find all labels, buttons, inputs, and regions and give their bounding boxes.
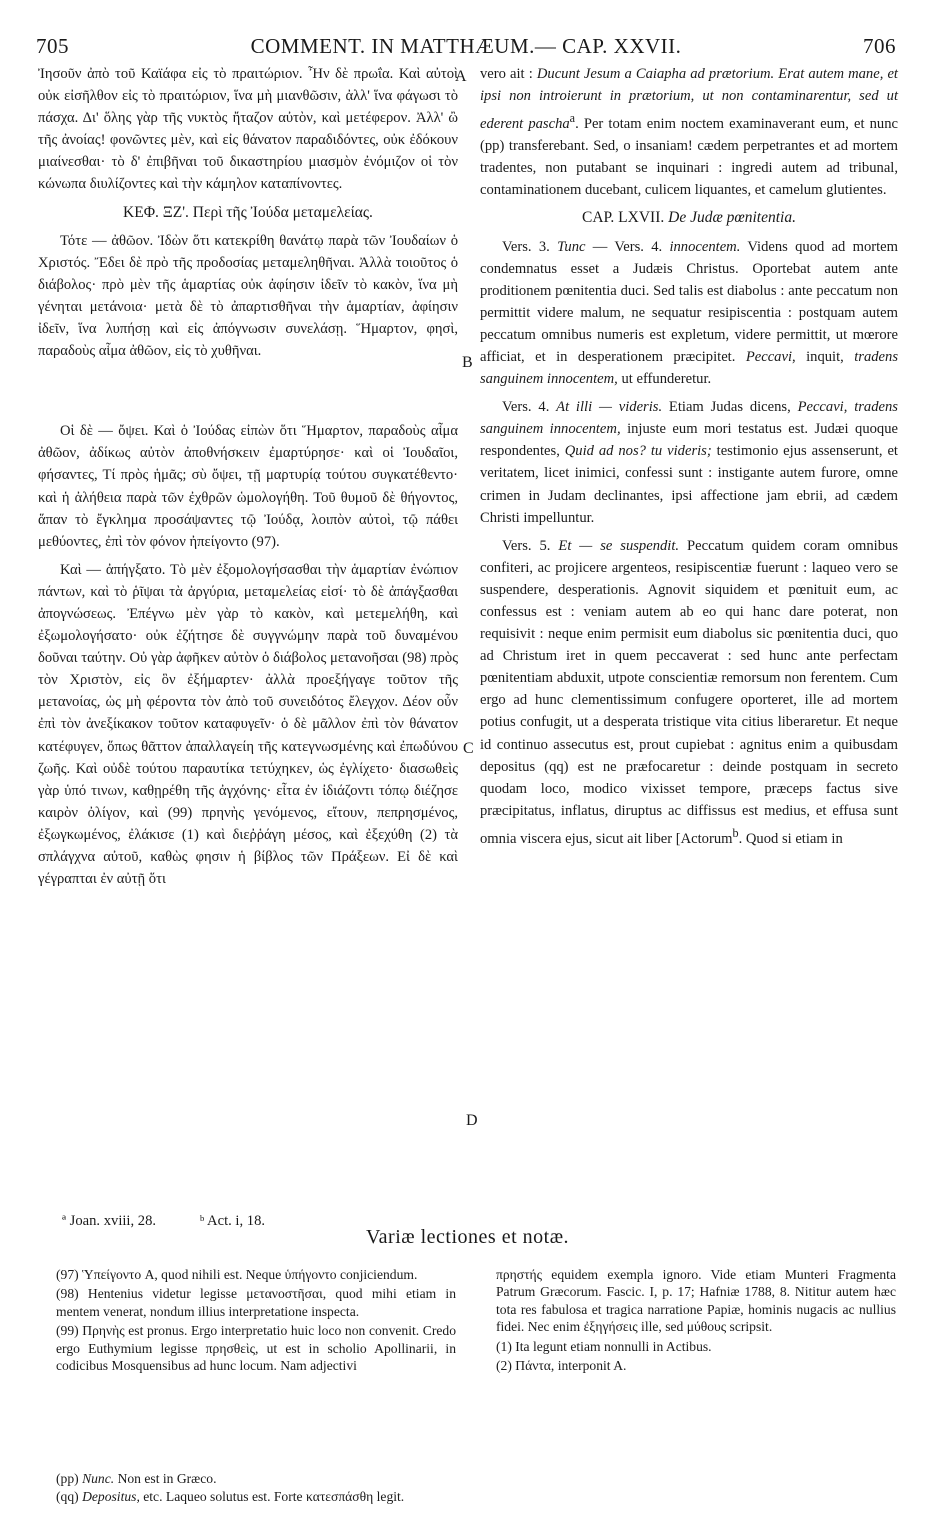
running-title: COMMENT. IN MATTHÆUM.— CAP. XXVII. (250, 34, 682, 58)
latin-chapter-heading (480, 207, 898, 229)
latin-paragraph-1 (480, 63, 898, 201)
note-99: (99) Πρηνὴς est pronus. Ergo interpretatio huic loco non convenit. Credo ergo Euthymium legisse πρησθεὶς, ut est in scholio Apollinarii, in codicibus Mosquensibus ad hunc locum. Nam adjectivi (56, 1323, 456, 1374)
citation-ref-a: a (569, 111, 576, 126)
latin-paragraph-4 (480, 535, 898, 850)
greek-column (38, 63, 458, 896)
latin-italic: tradens sanguinem innocentem, (480, 348, 899, 388)
latin-italic: innocentem. (669, 238, 741, 255)
notes-heading: Variæ lectiones et notæ. (365, 1226, 570, 1248)
running-header (36, 34, 896, 60)
note-label: (qq) (56, 1489, 79, 1504)
note-text: etc. Laqueo solutus est. Forte κατεσπάσθη legit. (143, 1489, 405, 1504)
note-97: (97) Ὑπείγοντο A, quod nihili est. Neque ὑπήγοντο conjiciendum. (56, 1267, 418, 1282)
latin-paragraph-3 (480, 396, 898, 529)
margin-marker-d: D (466, 1112, 478, 1129)
citation-ref-b: b (732, 825, 739, 840)
latin-text: Videns quod ad mortem condemnatus esset a Judæis Christus. Oportebat autem ante proditionem pœnitentia duci. Sed talis est diabolus : ante peccatum non permittit videre malum, ne sequatur resipiscentia : postquam autem peccatum omnibus numeris est expletum, videre permittit, ut mœrore afficiat, et in desperationem præcipitet. (480, 238, 899, 365)
note-2: (2) Πάντα, interponit A. (496, 1358, 627, 1374)
greek-chapter-heading: ΚΕΦ. ΞΖ'. Περὶ τῆς Ἰούδα μεταμελείας. (123, 203, 373, 221)
margin-marker-c: C (463, 740, 474, 757)
note-qq (56, 1488, 876, 1506)
chapter-number: CAP. LXVII. (582, 209, 665, 227)
note-italic: Depositus, (82, 1489, 140, 1504)
latin-text: vero ait : (480, 66, 533, 82)
note-text: Non est in Græco. (117, 1471, 217, 1486)
latin-text: Peccatum quidem coram omnibus confiteri, ac projicere argenteos, resipiscentiæ fuerunt : laqueo vero se suspendere, desperationis. Agnovit siquidem et pœnituit eum, ac confessus est : veniam autem ab eo qui hanc dare poterat, non requisivit : neque enim permisit eum diabolus sic pœnitentia duci, quo ad Christum iret in quem peccaverat : sed hunc ante perfectam pœnitentiam abduxit, utpote conscientiæ remorsum non ferentem. Cum ergo ad hunc clementissimum confugere oporteret, ille ad mortem potius confugit, ut a desperata tristique vita citius liberaretur. Et neque id continuo assecutus est, prout cupiebat : agnitus enim a quibusdam depositus (qq) est ne præfocaretur : deinde postquam in secreto quodam loco, modico vixisset tempore, præceps factus sive præcipitatus, inflatus, diruptus ac diffissus est medius, et effusa sunt omnia viscera ejus, sicut ait liber [Actorum (480, 537, 899, 847)
margin-marker-a: A (455, 68, 467, 85)
latin-paragraph-2 (480, 236, 898, 391)
latin-text: , inquit, (792, 348, 844, 365)
citation-b: ᵇ Act. i, 18. (199, 1213, 266, 1229)
latin-text: . Quod si etiam in (738, 830, 843, 847)
greek-paragraph-2: Τότε — ἀθῶον. Ἰδὼν ὅτι κατεκρίθη θανάτῳ παρὰ τῶν Ἰουδαίων ὁ Χριστός. Ἔδει δὲ πρὸ τῆς προδοσίας μεταμεληθῆναι. Ἀλλὰ τοιοῦτος ὁ διάβολος· πρὸ μὲν τῆς ἁμαρτίας οὐκ ἀφίησιν ἰδεῖν τὸ κακὸν, ἵνα μὴ γένηται μετάνοια· μετὰ δὲ τὸ ἀπαρτισθῆναι τὴν ἁμαρτίαν, ἀφίησιν ἰδεῖν, ἵνα λυπήσῃ καὶ εἰς ἀπόγνωσιν συνελάσῃ. Ἥμαρτον, φησὶ, παραδοὺς αἷμα ἀθῶον, εἰς τὸ χυθῆναι. (38, 232, 458, 360)
latin-italic: Ducunt Jesum a Caiapha ad prætorium. Erat autem mane, et ipsi non introierunt in prætorium, ut non contaminarentur, sed ut ederent pascha (480, 66, 898, 133)
greek-paragraph-3: Οἱ δὲ — ὄψει. Καὶ ὁ Ἰούδας εἰπὼν ὅτι Ἥμαρτον, παραδοὺς αἷμα ἀθῶον, ἀδίκως αὐτὸν ἀποθνήσκειν ἐμαρτύρησε· καὶ οἱ Ἰουδαῖοι, φήσαντες, Τί πρὸς ἡμᾶς; σὺ ὄψει, τῇ μαρτυρίᾳ τούτου συγκατέθεντο· καὶ ἡ ἀλήθεια παρὰ τῶν ἐχθρῶν ὡμολογήθη. Τοῦ θυμοῦ δὲ θήγοντος, ἅπαν τὸ ἔγκλημα προσάψαντες τῷ Ἰούδᾳ, λοιπὸν αὐτοὶ, τῷ πάθει μεθύοντες, ἐπὶ τὸν φόνον ἠπείγοντο (97). (38, 423, 458, 550)
chapter-title: De Judæ pœnitentia. (668, 209, 796, 227)
note-99-continued: πρηστής equidem exempla ignoro. Vide etiam Munteri Fragmenta Patrum Græcorum. Fascic. I, p. 17; Hafniæ 1788, 8. Nititur autem hæc tota res fabulosa et tragica narratione Papiæ, hominis nugacis ac nullius fidei. Nec enim ἐξηγήσεις ille, sed μύθους scripsit. (496, 1267, 896, 1335)
verse-label: Vers. 5. (502, 537, 551, 554)
greek-paragraph-1: Ἰησοῦν ἀπὸ τοῦ Καϊάφα εἰς τὸ πραιτώριον. Ἦν δὲ πρωΐα. Καὶ αὐτοὶ οὐκ εἰσῆλθον εἰς τὸ πραιτώριον, ἵνα μὴ μιανθῶσιν, ἀλλ' ἵνα φάγωσι τὸ πάσχα. Δι' ὅλης γὰρ τῆς νυκτὸς ἤταζον αὐτὸν, καὶ μετέφερον. Ἀλλ' ὢ τῆς ἀνοίας! φονῶντες μὲν, καὶ εἰς θάνατον παραδιδόντες, οὐκ ἐδόκουν μιαίνεσθαι· τὸ δ' ἐπιβῆναι τοῦ δικαστηρίου μιασμὸν ἐνόμιζον οἱ τὸν κώνωπα διυλίζοντες καὶ τὴν κάμηλον καταπίνοντες. (38, 66, 458, 193)
page-number-left: 705 (36, 34, 69, 58)
margin-marker-b: B (462, 354, 473, 371)
notes-column-left (56, 1266, 456, 1376)
latin-text: Etiam Judas dicens, (668, 399, 791, 416)
note-1: (1) Ita legunt etiam nonnulli in Actibus. (496, 1338, 712, 1354)
latin-text: injuste eum mori testatus est. Judæi quoque respondentes, (480, 421, 898, 460)
verse-label: Vers. 4. (502, 399, 550, 416)
latin-column (480, 63, 898, 856)
note-italic: Nunc. (82, 1471, 115, 1486)
latin-text: testimonio ejus assenserunt, et veritatem, licet inimici, confessi sunt : instigante autem furore, omne crimen in Judam declinantes, ipsi affectione jam ebrii, ad cædem Christi impelluntur. (480, 443, 898, 526)
latin-italic: Quid ad nos? tu videris; (564, 443, 712, 460)
latin-italic: Peccavi (745, 348, 793, 365)
latin-italic: At illi — videris. (556, 399, 663, 416)
latin-text: ut effunderetur. (621, 371, 712, 388)
verse-label: — Vers. 4. (592, 238, 663, 255)
page-number-right: 706 (863, 34, 896, 58)
latin-italic: Et — se suspendit. (558, 537, 680, 554)
latin-italic: Tunc (557, 238, 586, 255)
notes-column-right (496, 1266, 896, 1376)
translator-notes (56, 1470, 876, 1506)
citation-a: ª Joan. xviii, 28. (62, 1213, 157, 1229)
latin-italic: Peccavi, tradens sanguinem innocentem, (480, 399, 898, 438)
note-98: (98) Hentenius videtur legisse μετανοστῆσαι, quod mihi etiam in mentem venerat, nondum illius interpretatione inspecta. (56, 1286, 456, 1319)
note-pp (56, 1470, 876, 1488)
verse-label: Vers. 3. (502, 238, 550, 255)
latin-text: . Per totam enim noctem examinaverant eum, et nunc (pp) transferebant. Sed, o insaniam! cædem perpetrantes et ad mortem tradentes, non putabant se inquinari : ingredi autem ad tribunal, contaminationem ducebant, culicem liquantes, et camelum glutientes. (480, 116, 898, 199)
note-label: (pp) (56, 1471, 79, 1486)
greek-paragraph-4: Καὶ — ἀπήγξατο. Τὸ μὲν ἐξομολογήσασθαι τὴν ἁμαρτίαν ἐνώπιον πάντων, καὶ τὸ ῥῖψαι τὰ ἀργύρια, μεταμελείας εἰσί· τὸ δὲ ἀπάγξασθαι ἀπογνώσεως. Ἐπέγνω μὲν γὰρ τὸ κακὸν, καὶ μετεμελήθη, καὶ ἐξωμολογήσατο· οὐκ ἐζήτησε δὲ συγγνώμην παρὰ τοῦ δυναμένου δοῦναι ταύτην. Οὐ γὰρ ἀφῆκεν αὐτὸν ὁ διάβολος μετανοῆσαι (98) πρὸς τὸν Χριστὸν, εἰς ὃν ἐξήμαρτεν· ἀλλὰ προεξήγαγε τοῦτον τῆς μετανοίας, ὡς μὴ φέροντα τὸν ἀπὸ τοῦ συνειδότος ἔλεγχον. Δέον οὖν ἐπὶ τὸν ἀνεξίκακον τοῦτον καταφυγεῖν· ὁ δὲ μᾶλλον ἐπὶ τὸν θάνατον κατέφυγεν, ὅπως θᾶττον ἀπαλλαγείη τῆς κατεγνωσμένης καὶ ἐπωδύνου ζωῆς. Καὶ οὐδὲ τούτου παραυτίκα τετύχηκεν, ὡς ἐγλίχετο· διασωθεὶς γὰρ ὑπό τινων, καθῃρέθη τῆς ἀγχόνης· εἶτα ἐν ἰδιάζοντι τόπῳ διέζησε καιρὸν ὀλίγον, καὶ (99) πρηνὴς γενόμενος, εἴτουν, πεπρησμένος, ἐξωγκωμένος, ἐλάκισε (1) καὶ διεῤῥάγη μέσος, καὶ ἐξεχύθη (2) τὰ σπλάγχνα αὐτοῦ, καθὼς φησιν ἡ βίβλος τῶν Πράξεων. Εἰ δὲ καὶ γέγραπται ἐν αὐτῇ ὅτι (38, 561, 458, 888)
